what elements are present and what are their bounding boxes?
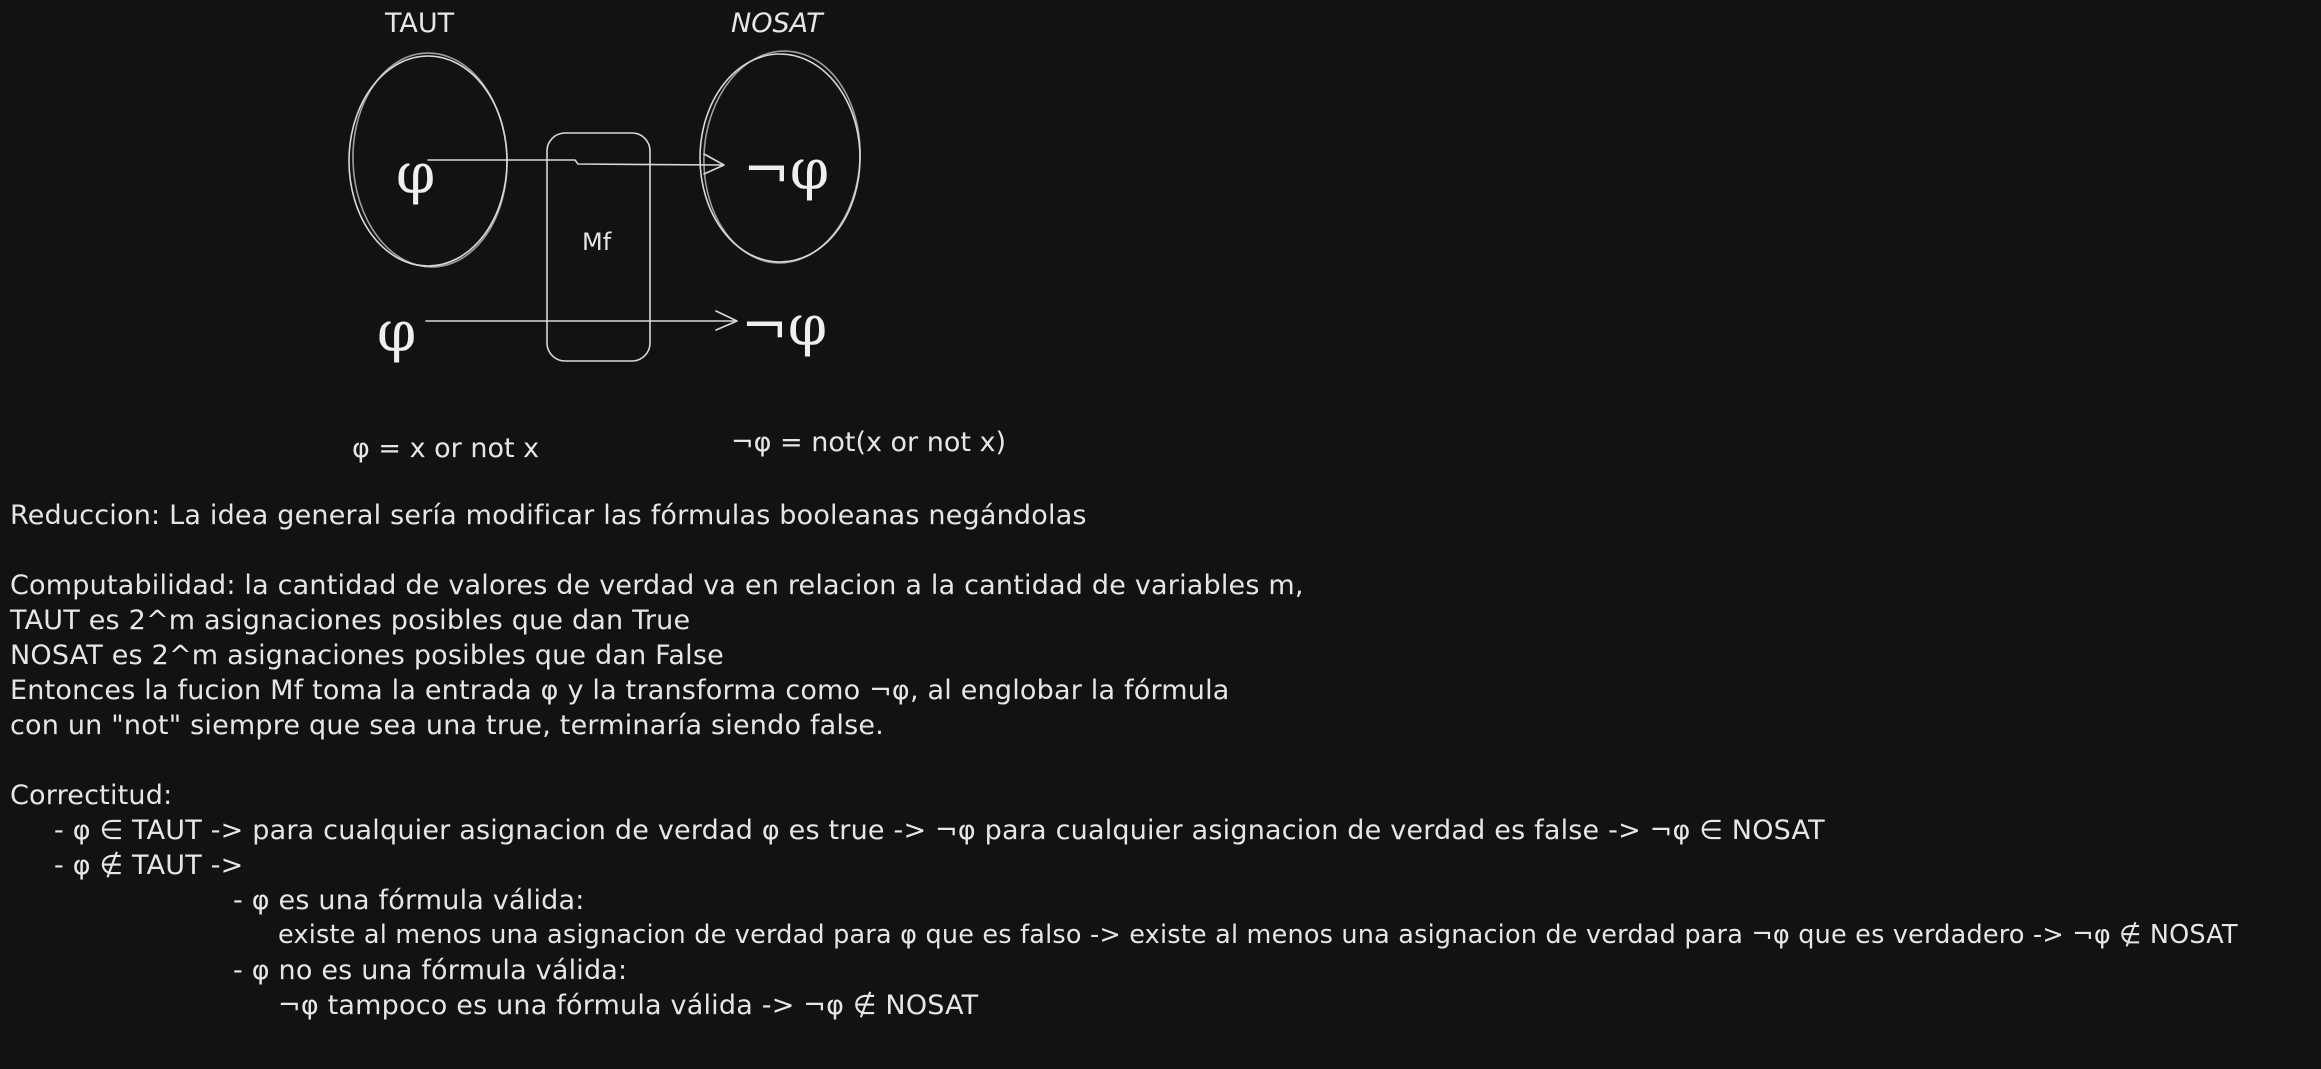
phi-in-taut: φ xyxy=(396,142,436,207)
neg-phi-outside: ¬φ xyxy=(741,294,828,359)
mapping-arrow-outside xyxy=(426,311,737,330)
machine-label: Mf xyxy=(582,228,612,256)
correctitud-case-1: - φ ∈ TAUT -> para cualquier asignacion de verdad φ es true -> ¬φ para cualquier asignacion de verdad es false -> ¬φ ∈ NOSAT xyxy=(54,815,1825,846)
correctitud-case-2b: - φ no es una fórmula válida: xyxy=(233,955,628,986)
correctitud-title: Correctitud: xyxy=(10,780,173,811)
nosat-title: NOSAT xyxy=(731,8,823,39)
correctitud-case-2a: - φ es una fórmula válida: xyxy=(233,885,585,916)
reduccion-text: Reduccion: La idea general sería modificar las fórmulas booleanas negándolas xyxy=(10,500,1087,531)
example-neg-phi: ¬φ = not(x or not x) xyxy=(731,427,1007,458)
correctitud-case-2: - φ ∉ TAUT -> xyxy=(54,850,244,881)
taut-title: TAUT xyxy=(385,8,455,39)
neg-phi-in-nosat: ¬φ xyxy=(743,138,830,203)
correctitud-case-2b-detail: ¬φ tampoco es una fórmula válida -> ¬φ ∉ NOSAT xyxy=(278,990,979,1021)
mapping-arrow-sets xyxy=(428,154,724,174)
computabilidad-line-5: con un "not" siempre que sea una true, terminaría siendo false. xyxy=(10,710,884,741)
correctitud-case-2a-detail: existe al menos una asignacion de verdad para φ que es falso -> existe al menos una asignacion de verdad para ¬φ que es verdadero -> ¬φ ∉ NOSAT xyxy=(278,920,2238,950)
computabilidad-line-1: Computabilidad: la cantidad de valores de verdad va en relacion a la cantidad de variables m, xyxy=(10,570,1304,601)
computabilidad-line-2: TAUT es 2^m asignaciones posibles que dan True xyxy=(10,605,691,636)
example-phi: φ = x or not x xyxy=(352,433,540,464)
computabilidad-line-3: NOSAT es 2^m asignaciones posibles que dan False xyxy=(10,640,724,671)
computabilidad-line-4: Entonces la fucion Mf toma la entrada φ y la transforma como ¬φ, al englobar la fórmula xyxy=(10,675,1230,706)
phi-outside: φ xyxy=(377,300,417,365)
